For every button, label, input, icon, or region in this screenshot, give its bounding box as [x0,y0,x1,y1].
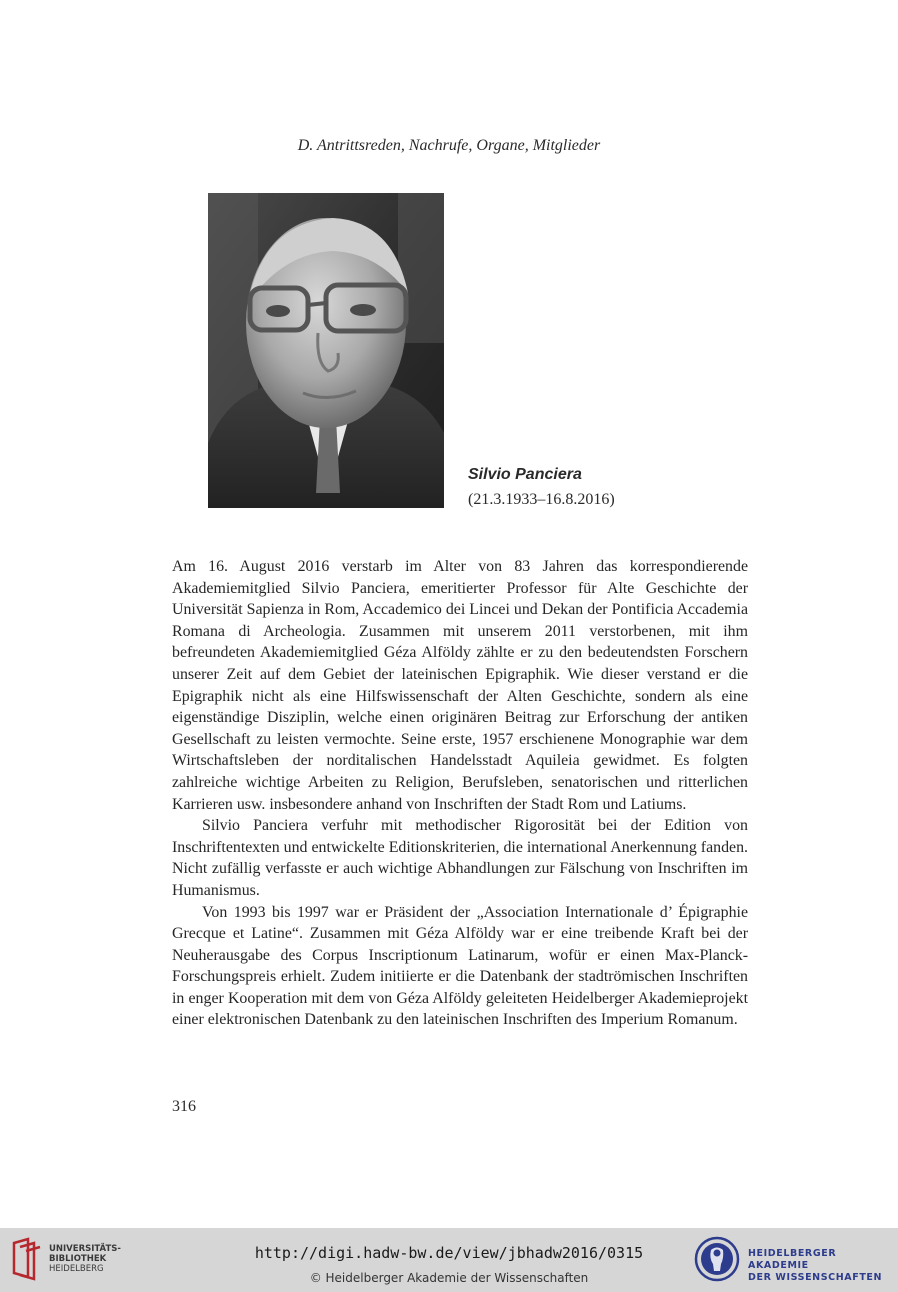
paragraph-2: Silvio Panciera verfuhr mit methodischer Rigorosität bei der Edition von Inschriftentexten und entwickelte Editionskriterien, die international Anerkennung fanden. Nicht zufällig verfasste er auch wichtige Abhandlungen zur Fälschung von Inschriften im Humanismus. [172,817,748,899]
obituary-text [172,556,748,1031]
running-head: D. Antrittsreden, Nachrufe, Organe, Mitglieder [297,137,601,154]
paragraph-1: Am 16. August 2016 verstarb im Alter von 83 Jahren das korrespondierende Akademiemitglied Silvio Panciera, emeritierter Professor für Alte Geschichte der Universität Sapienza in Rom, Accademico dei Lincei und Dekan der Pontificia Accademia Romana di Archeologia. Zusammen mit unserem 2011 verstorbenen, mit ihm befreundeten Akademiemitglied Géza Alföldy zählte er zu den bedeutendsten Forschern unserer Zeit auf dem Gebiet der lateinischen Epigraphik. Wie dieser verstand er die Epigraphik nicht als eine Hilfswissenschaft der Alten Geschichte, sondern als eine eigenständige Disziplin, welche einen originären Beitrag zur Erforschung der antiken Gesellschaft zu leisten vermochte. Seine erste, 1957 erschienene Monographie war dem Wirtschaftsleben der norditalischen Handelsstadt Aquileia gewidmet. Es folgten zahlreiche wichtige Arbeiten zu Religion, Berufsleben, senatorischen und ritterlichen Karrieren usw. insbesondere anhand von Inschriften der Stadt Rom und Latiums. [172,558,748,813]
academy-name: HEIDELBERGER AKADEMIE DER WISSENSCHAFTEN [748,1248,883,1283]
portrait-caption [468,466,615,509]
person-name: Silvio Panciera [468,466,582,483]
copyright-notice: © Heidelberger Akademie der Wissenschaften [309,1271,589,1285]
paragraph-3: Von 1993 bis 1997 war er Präsident der „Association Internationale d’ Épigraphie Grecque et Latine“. Zusammen mit Géza Alföldy war er eine treibende Kraft bei der Neuherausgabe des Corpus Inscriptionum Latinarum, wofür er einen Max-Planck-Forschungspreis erhielt. Zudem initiierte er die Datenbank der stadtrömischen Inschriften in enger Kooperation mit dem von Géza Alföldy geleiteten Heidelberger Akademieprojekt einer elektronischen Datenbank zu den lateinischen Inschriften des Imperium Romanum. [172,903,748,1029]
life-dates: (21.3.1933–16.8.2016) [468,491,615,508]
academy-seal-icon[interactable] [694,1236,740,1286]
portrait-photo [208,193,444,508]
page-number: 316 [172,1098,196,1115]
university-library-name: UNIVERSITÄTS- BIBLIOTHEK HEIDELBERG [49,1244,121,1274]
viewer-footer [0,1228,898,1292]
permalink-url[interactable]: http://digi.hadw-bw.de/view/jbhadw2016/0315 [254,1244,644,1262]
